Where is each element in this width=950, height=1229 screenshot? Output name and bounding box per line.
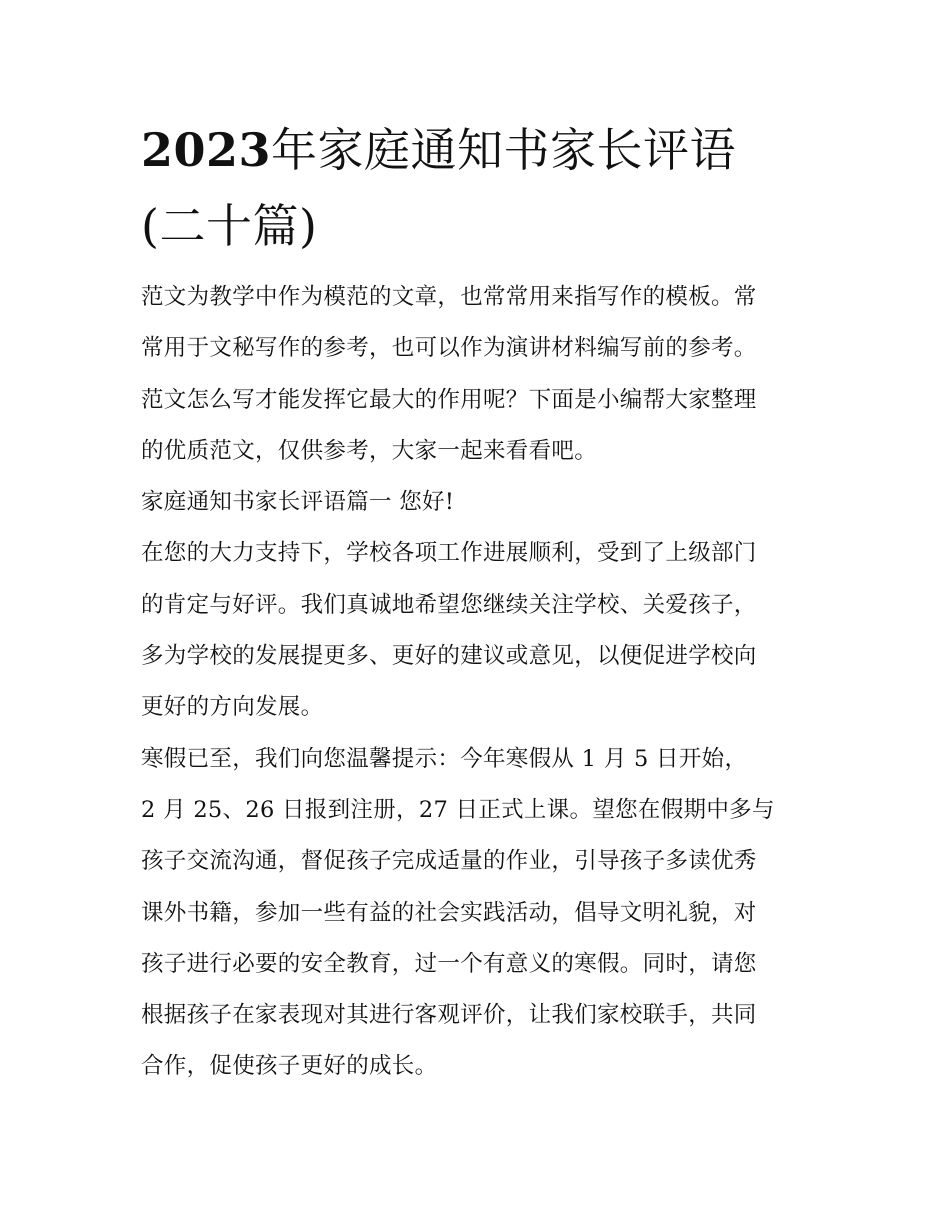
body-line: 孩子进行必要的安全教育，过一个有意义的寒假。同时，请您 <box>141 950 757 977</box>
body-line: 在您的大力支持下，学校各项工作进展顺利，受到了上级部门 <box>141 540 757 567</box>
body-line: 的优质范文，仅供参考，大家一起来看看吧。 <box>141 437 598 464</box>
body-line: 常用于文秘写作的参考，也可以作为演讲材料编写前的参考。 <box>141 335 757 362</box>
body-line: 根据孩子在家表现对其进行客观评价，让我们家校联手，共同 <box>141 1002 757 1029</box>
body-line: 课外书籍，参加一些有益的社会实践活动，倡导文明礼貌，对 <box>141 899 757 926</box>
body-line: 合作，促使孩子更好的成长。 <box>141 1053 438 1080</box>
body-line: 的肯定与好评。我们真诚地希望您继续关注学校、关爱孩子， <box>141 591 757 618</box>
body-line: 范文为教学中作为模范的文章，也常常用来指写作的模板。常 <box>141 284 757 310</box>
section-heading: 家庭通知书家长评语篇一 您好! <box>141 489 455 516</box>
body-line: 多为学校的发展提更多、更好的建议或意见，以便促进学校向 <box>141 643 757 670</box>
title-line2-text: (二十篇) <box>141 199 318 253</box>
body-line: 范文怎么写才能发挥它最大的作用呢？下面是小编帮大家整理 <box>141 386 757 413</box>
title-line1-text: 年家庭通知书家长评语 <box>271 123 737 177</box>
body-line: 2 月 25、26 日报到注册，27 日正式上课。望您在假期中多与 <box>141 796 775 823</box>
title-year: 2023 <box>141 123 272 177</box>
body-line: 寒假已至，我们向您温馨提示：今年寒假从 1 月 5 日开始， <box>141 745 748 772</box>
document-page <box>141 112 817 1093</box>
document-body <box>141 272 817 1093</box>
document-title <box>141 112 817 264</box>
body-line: 孩子交流沟通，督促孩子完成适量的作业，引导孩子多读优秀 <box>141 848 757 875</box>
body-line: 更好的方向发展。 <box>141 694 324 721</box>
